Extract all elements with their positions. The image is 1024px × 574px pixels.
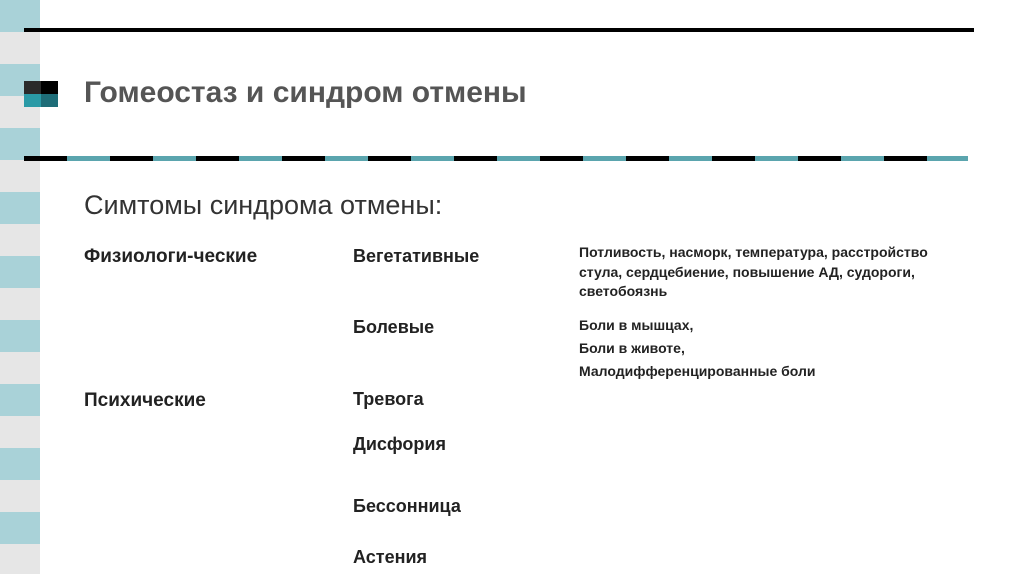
item-vegetative: Вегетативные [353,246,480,266]
pain-description [579,314,816,383]
item-insomnia: Бессонница [353,496,461,516]
description-line: Боли в мышцах, [579,317,694,333]
description-line: Боли в животе, [579,340,685,356]
description-line: Потливость, насморк, температура, расстройство [579,244,928,260]
title-bullet-marker [24,81,58,107]
item-anxiety: Тревога [353,389,424,409]
vegetative-description [579,243,928,302]
description-line: стула, сердцебиение, повышение АД, судороги, [579,263,915,280]
top-rule [24,28,974,32]
slide-subtitle: Симтомы синдрома отмены: [84,190,443,220]
item-asthenia: Астения [353,547,428,567]
item-pain: Болевые [353,317,435,337]
category-physiological: Физиологи-ческие [84,246,258,267]
title-divider [24,156,968,161]
item-dysphoria: Дисфория [353,434,446,454]
description-line: светобоязнь [579,283,668,299]
slide-title: Гомеостаз и синдром отмены [84,76,527,109]
category-psychic: Психические [84,390,206,411]
description-line: Малодифференцированные боли [579,363,816,379]
